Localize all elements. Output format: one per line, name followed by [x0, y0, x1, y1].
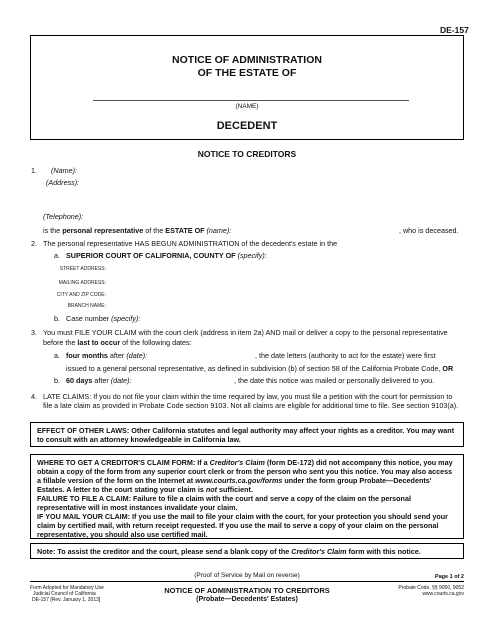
footer-title: NOTICE OF ADMINISTRATION TO CREDITORS: [164, 586, 330, 595]
item3-line-2: [43, 338, 192, 347]
item3a-date-label: (date):: [126, 351, 148, 360]
item1-of-the: of the: [143, 226, 166, 235]
item1-name-label: (Name):: [51, 166, 77, 175]
item2-text: The personal representative HAS BEGUN ADMINISTRATION of the decedent's estate in the: [43, 239, 338, 248]
page-number: Page 1 of 2: [434, 574, 464, 580]
item3b-date-label: (date):: [110, 376, 132, 385]
city-zip-label: CITY AND ZIP CODE:: [56, 292, 106, 298]
mail-line-2: claim by certified mail, with return receipt requested. If you use the mail to serve a copy of your claim on the personal: [37, 521, 439, 530]
item2b-case-text: Case number: [66, 314, 112, 323]
item3a-line-2-text: issued to a general personal representative, as defined in subdivision (b) of section 58 of the California Probate Code,: [66, 364, 443, 373]
item1-address-label: (Address):: [46, 178, 80, 187]
item3a-or: OR: [442, 364, 454, 373]
name-label: (NAME): [235, 103, 259, 110]
decedent-label: DECEDENT: [216, 120, 278, 132]
claim-form-4a: Estates. A letter to the court stating your claim is: [37, 485, 206, 494]
notice-title: NOTICE TO CREDITORS: [197, 149, 297, 159]
footer-right-2[interactable]: www.courts.ca.gov: [422, 591, 464, 597]
proof-of-service: (Proof of Service by Mail on reverse): [194, 572, 300, 579]
footer-right-1: Probate Code, §§ 9050, 9052: [398, 585, 464, 591]
item3a-four-months: [66, 351, 147, 360]
mail-line-3: representative, you should also use certified mail.: [37, 530, 208, 539]
street-address-label: STREET ADDRESS:: [59, 266, 106, 272]
item2a-court-text: SUPERIOR COURT OF CALIFORNIA, COUNTY OF: [66, 251, 236, 260]
failure-line-1: FAILURE TO FILE A CLAIM: Failure to file a claim with the court and serve a copy of the claim on the personal: [37, 494, 411, 503]
item3b-after: after: [92, 376, 111, 385]
claim-form-4c: sufficient.: [217, 485, 253, 494]
item3-last-to-occur: last to occur: [77, 338, 121, 347]
item2a-label: a.: [54, 251, 60, 260]
claim-form-line-1: [37, 458, 453, 467]
claim-form-3a: a fillable version of the form on the Internet at: [37, 476, 196, 485]
item2a-court: [66, 251, 267, 260]
item1-is-personal-rep: [43, 226, 231, 235]
item2a-specify: (specify):: [235, 251, 267, 260]
claim-form-url[interactable]: www.courts.ca.gov/forms: [195, 476, 283, 485]
footer-left-1: Form Adopted for Mandatory Use: [30, 585, 104, 591]
item3a-bold: four months: [66, 351, 108, 360]
item3a-line-2: [66, 364, 453, 373]
note-c: form with this notice.: [346, 547, 421, 556]
claim-form-line-2: obtain a copy of the form from any superior court clerk or from the person who sent you this notice. You may also access: [37, 467, 453, 476]
item4-line-2: file a late claim as provided in Probate Code section 9103. Not all claims are eligible for additional time to file. See section 9103(a).: [43, 401, 459, 410]
item3a-after: after: [107, 351, 127, 360]
title-line-1: NOTICE OF ADMINISTRATION: [172, 54, 322, 66]
failure-line-2: representative will in most instances invalidate your claim.: [37, 503, 238, 512]
note-text: [37, 547, 421, 556]
claim-form-box: [30, 454, 464, 539]
item2b-specify: (specify):: [111, 314, 141, 323]
item4-line-1: LATE CLAIMS: If you do not file your claim within the time required by law, you must file a petition with the court for permission to: [43, 392, 453, 401]
item3b-rest: , the date this notice was mailed or personally delivered to you.: [234, 376, 435, 385]
footer-left-2: Judicial Council of California: [33, 591, 96, 597]
item3-following-dates: of the following dates:: [120, 338, 192, 347]
header-box: [30, 35, 464, 140]
footer-rule: [30, 581, 464, 582]
mail-line-1: IF YOU MAIL YOUR CLAIM: If you use the mail to file your claim with the court, for your protection you should send your: [37, 512, 448, 521]
claim-form-1b: Creditor's Claim: [209, 458, 265, 467]
other-laws-line-2: to consult with an attorney knowledgeable in California law.: [37, 435, 241, 444]
claim-form-1a: WHERE TO GET A CREDITOR'S CLAIM FORM: If a: [37, 458, 210, 467]
name-line: [93, 100, 409, 101]
item3b-sixty-days: [66, 376, 132, 385]
footer-left-3: DE-157 [Rev. January 1, 2013]: [32, 597, 101, 603]
other-laws-line-1: EFFECT OF OTHER LAWS: Other California statutes and legal authority may affect your rights as a creditor. You may want: [37, 426, 455, 435]
item3-line-1: You must FILE YOUR CLAIM with the court clerk (address in item 2a) AND mail or deliver a copy to the personal representative: [43, 328, 448, 337]
mailing-address-label: MAILING ADDRESS:: [58, 280, 106, 286]
item1-personal-representative: personal representative: [62, 226, 144, 235]
item3b-bold: 60 days: [66, 376, 93, 385]
claim-form-1c: (form DE-172) did not accompany this notice, you may: [264, 458, 453, 467]
item2b-label: b.: [54, 314, 60, 323]
claim-form-3c: under the form group Probate—Decedents': [282, 476, 432, 485]
item4-number: 4.: [31, 392, 37, 401]
item2-number: 2.: [31, 239, 37, 248]
other-laws-box: [30, 422, 464, 447]
item3-number: 3.: [31, 328, 37, 337]
note-box: [30, 543, 464, 559]
claim-form-4b: not: [205, 485, 217, 494]
item1-telephone-label: (Telephone):: [43, 212, 84, 221]
branch-name-label: BRANCH NAME:: [67, 303, 106, 309]
item1-estate-of: ESTATE OF: [165, 226, 205, 235]
title-line-2: OF THE ESTATE OF: [197, 67, 297, 79]
item1-number: 1.: [31, 166, 37, 175]
item1-name-label-2: (name):: [204, 226, 232, 235]
item1-is-the: is the: [43, 226, 63, 235]
note-b: Creditor's Claim: [291, 547, 347, 556]
item3a-rest: , the date letters (authority to act for the estate) were first: [255, 351, 436, 360]
item3-before-the: before the: [43, 338, 78, 347]
claim-form-line-4: [37, 485, 253, 494]
item1-deceased: , who is deceased.: [399, 226, 459, 235]
item3b-label: b.: [54, 376, 60, 385]
item2b-case-number: [66, 314, 140, 323]
claim-form-line-3: [37, 476, 431, 485]
item3a-label: a.: [54, 351, 60, 360]
form-id: DE-157: [440, 25, 469, 35]
note-a: Note: To assist the creditor and the court, please send a blank copy of the: [37, 547, 292, 556]
footer-subtitle: (Probate—Decedents' Estates): [196, 596, 298, 603]
